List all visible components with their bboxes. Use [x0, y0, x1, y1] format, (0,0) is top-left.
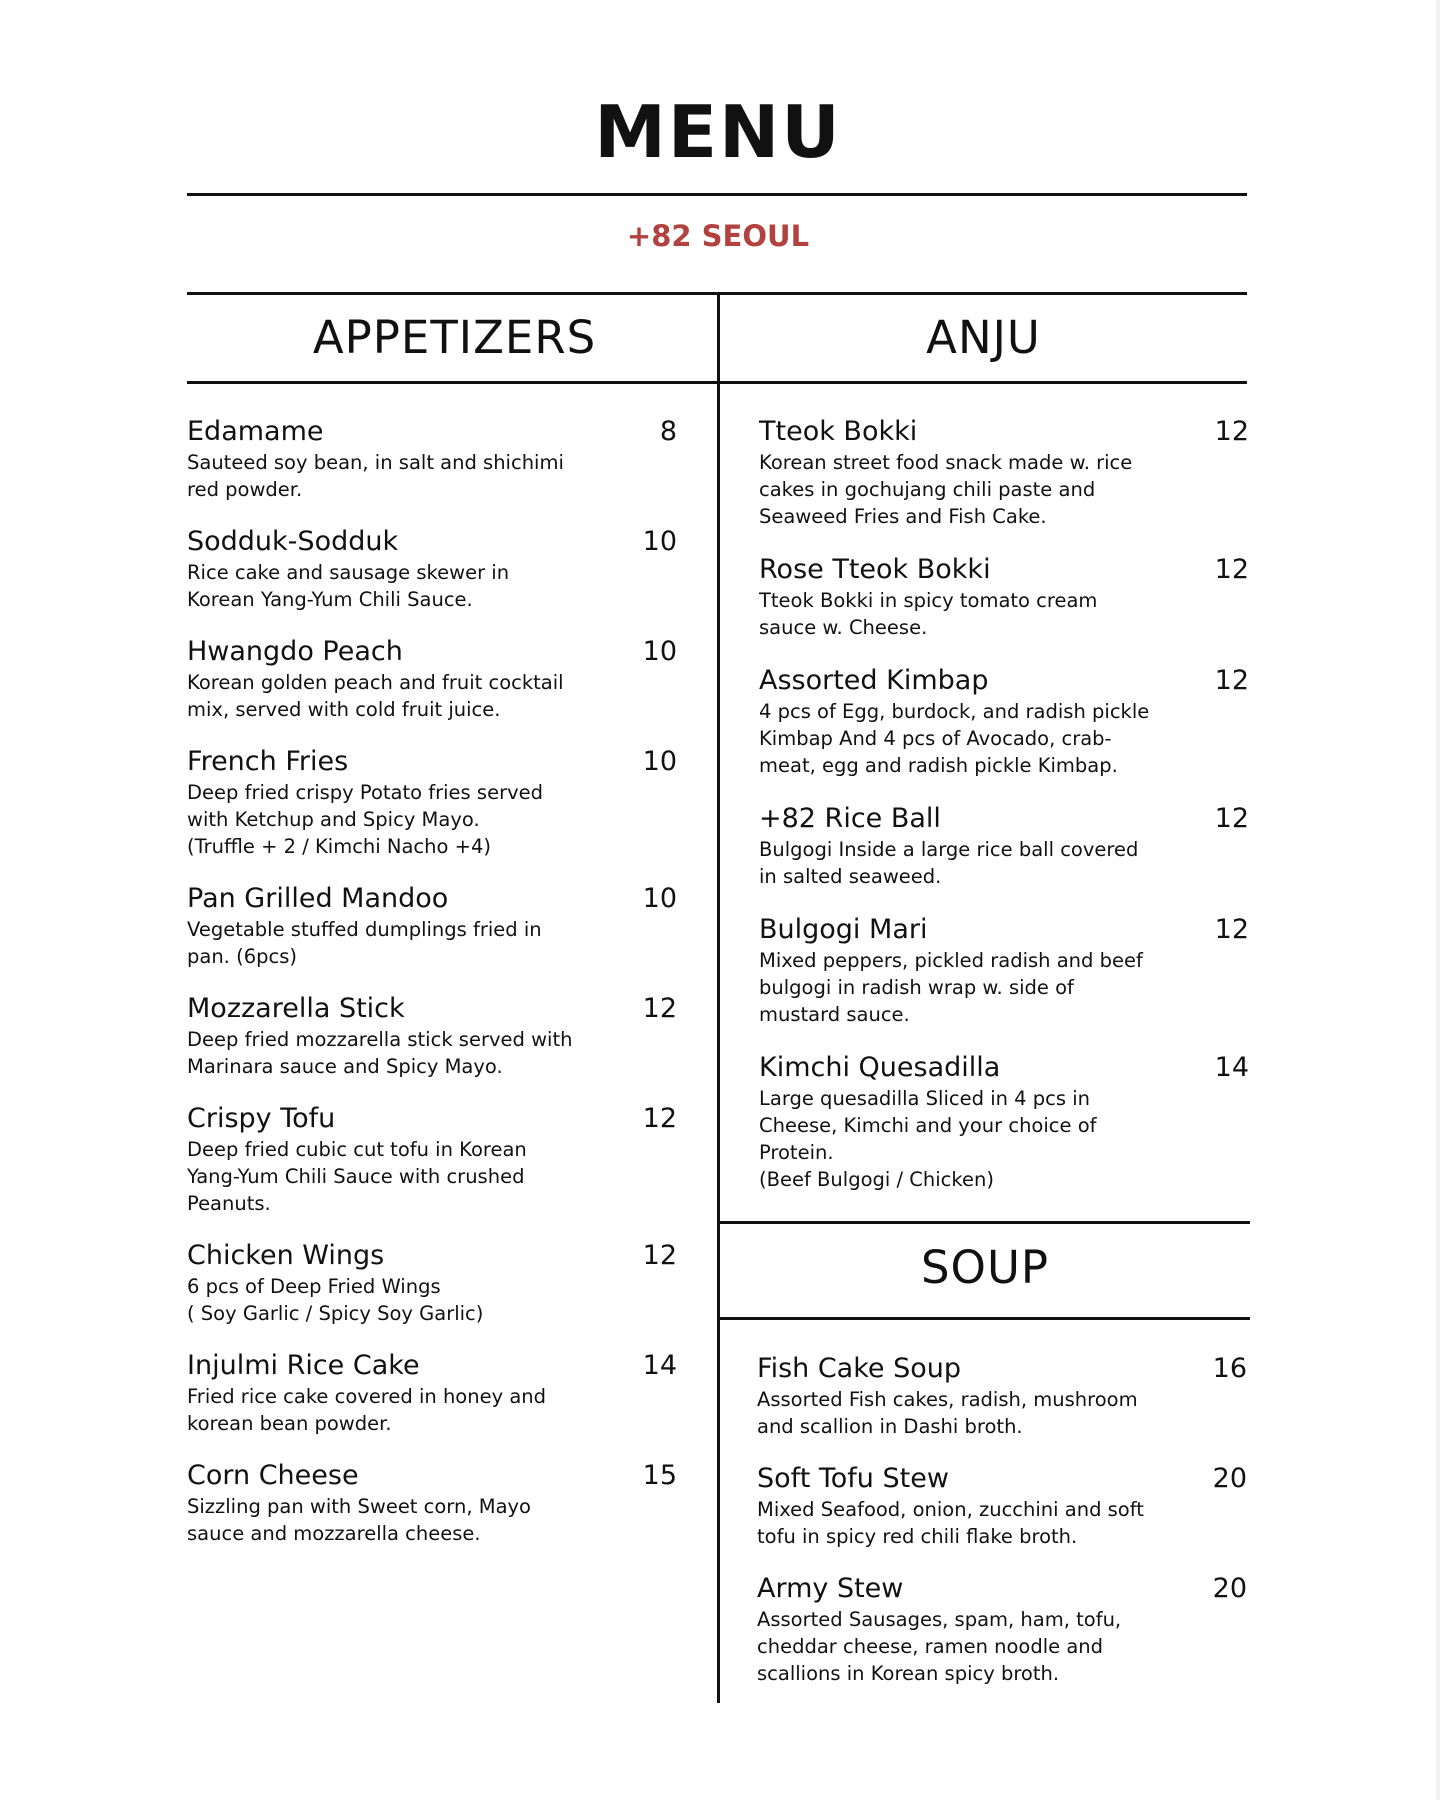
item-price: 20: [1212, 1573, 1247, 1604]
menu-title: MENU: [594, 90, 842, 174]
item-name: Mozzarella Stick: [187, 993, 405, 1024]
item-price: 12: [642, 1103, 677, 1134]
item-price: 12: [1214, 914, 1249, 945]
item-price: 15: [642, 1460, 677, 1491]
anju-list: [759, 416, 1249, 1217]
list-item: [759, 416, 1249, 530]
item-description: Assorted Sausages, spam, ham, tofu, cheddar cheese, ramen noodle and scallions in Korean spicy broth.: [757, 1608, 1122, 1685]
item-name: Assorted Kimbap: [759, 665, 989, 696]
item-description: Deep fried cubic cut tofu in Korean Yang-Yum Chili Sauce with crushed Peanuts.: [187, 1138, 527, 1215]
item-price: 12: [1214, 665, 1249, 696]
soup-list: [757, 1353, 1247, 1710]
section-header-divider: [187, 381, 1247, 384]
item-description: Korean street food snack made w. rice cakes in gochujang chili paste and Seaweed Fries and Fish Cake.: [759, 451, 1133, 528]
item-description: Fried rice cake covered in honey and korean bean powder.: [187, 1385, 547, 1435]
item-name: Corn Cheese: [187, 1460, 359, 1491]
item-name: Chicken Wings: [187, 1240, 385, 1271]
item-price: 10: [642, 746, 677, 777]
item-name: Bulgogi Mari: [759, 914, 928, 945]
item-description: Vegetable stuffed dumplings fried in pan. (6pcs): [187, 918, 542, 968]
list-item: [187, 636, 677, 723]
restaurant-name: +82 SEOUL: [626, 219, 810, 253]
item-description: Sauteed soy bean, in salt and shichimi red powder.: [187, 451, 564, 501]
item-name: Army Stew: [757, 1573, 904, 1604]
title-divider: [187, 193, 1247, 196]
item-name: Pan Grilled Mandoo: [187, 883, 449, 914]
item-name: Crispy Tofu: [187, 1103, 336, 1134]
item-price: 14: [1214, 1052, 1249, 1083]
item-price: 12: [1214, 803, 1249, 834]
list-item: [757, 1353, 1247, 1440]
list-item: [757, 1573, 1247, 1687]
item-description: Assorted Fish cakes, radish, mushroom and scallion in Dashi broth.: [757, 1388, 1138, 1438]
item-description: Mixed peppers, pickled radish and beef bulgogi in radish wrap w. side of mustard sauce.: [759, 949, 1143, 1026]
list-item: [759, 554, 1249, 641]
list-item: [187, 1460, 677, 1547]
item-description: Bulgogi Inside a large rice ball covered in salted seaweed.: [759, 838, 1139, 888]
list-item: [759, 1052, 1249, 1193]
appetizers-list: [187, 416, 677, 1570]
item-description: Rice cake and sausage skewer in Korean Yang-Yum Chili Sauce.: [187, 561, 510, 611]
soup-bottom-divider: [717, 1317, 1250, 1320]
list-item: [187, 416, 677, 503]
item-description: 6 pcs of Deep Fried Wings ( Soy Garlic / Spicy Soy Garlic): [187, 1275, 484, 1325]
item-name: Rose Tteok Bokki: [759, 554, 991, 585]
item-price: 12: [1214, 554, 1249, 585]
item-name: Hwangdo Peach: [187, 636, 403, 667]
column-divider: [717, 293, 720, 1703]
section-title-appetizers: APPETIZERS: [312, 311, 597, 364]
item-price: 16: [1212, 1353, 1247, 1384]
item-description: Korean golden peach and fruit cocktail mix, served with cold fruit juice.: [187, 671, 564, 721]
item-name: Soft Tofu Stew: [757, 1463, 949, 1494]
item-name: Injulmi Rice Cake: [187, 1350, 420, 1381]
item-name: Fish Cake Soup: [757, 1353, 962, 1384]
list-item: [759, 914, 1249, 1028]
item-description: Deep fried mozzarella stick served with Marinara sauce and Spicy Mayo.: [187, 1028, 573, 1078]
item-description: Mixed Seafood, onion, zucchini and soft tofu in spicy red chili flake broth.: [757, 1498, 1144, 1548]
item-description: 4 pcs of Egg, burdock, and radish pickle Kimbap And 4 pcs of Avocado, crab- meat, egg and radish pickle Kimbap.: [759, 700, 1150, 777]
soup-top-divider: [717, 1221, 1250, 1224]
list-item: [187, 1240, 677, 1327]
item-name: French Fries: [187, 746, 349, 777]
item-price: 10: [642, 636, 677, 667]
section-title-soup: SOUP: [920, 1241, 1050, 1294]
list-item: [187, 883, 677, 970]
item-price: 20: [1212, 1463, 1247, 1494]
list-item: [759, 665, 1249, 779]
item-name: Edamame: [187, 416, 324, 447]
list-item: [187, 1350, 677, 1437]
page-edge: [1436, 0, 1440, 1800]
item-description: Tteok Bokki in spicy tomato cream sauce w. Cheese.: [759, 589, 1098, 639]
item-name: Kimchi Quesadilla: [759, 1052, 1001, 1083]
list-item: [759, 803, 1249, 890]
item-name: Tteok Bokki: [759, 416, 918, 447]
item-name: +82 Rice Ball: [759, 803, 941, 834]
item-price: 8: [659, 416, 677, 447]
item-price: 14: [642, 1350, 677, 1381]
list-item: [757, 1463, 1247, 1550]
item-price: 12: [642, 993, 677, 1024]
list-item: [187, 746, 677, 860]
list-item: [187, 526, 677, 613]
item-price: 10: [642, 526, 677, 557]
item-price: 12: [1214, 416, 1249, 447]
list-item: [187, 1103, 677, 1217]
item-description: Sizzling pan with Sweet corn, Mayo sauce and mozzarella cheese.: [187, 1495, 531, 1545]
item-price: 12: [642, 1240, 677, 1271]
list-item: [187, 993, 677, 1080]
section-title-anju: ANJU: [926, 311, 1041, 364]
item-description: Large quesadilla Sliced in 4 pcs in Cheese, Kimchi and your choice of Protein. (Beef Bulgogi / Chicken): [759, 1087, 1097, 1191]
item-price: 10: [642, 883, 677, 914]
item-name: Sodduk-Sodduk: [187, 526, 399, 557]
item-description: Deep fried crispy Potato fries served with Ketchup and Spicy Mayo. (Truffle + 2 / Kimchi Nacho +4): [187, 781, 543, 858]
